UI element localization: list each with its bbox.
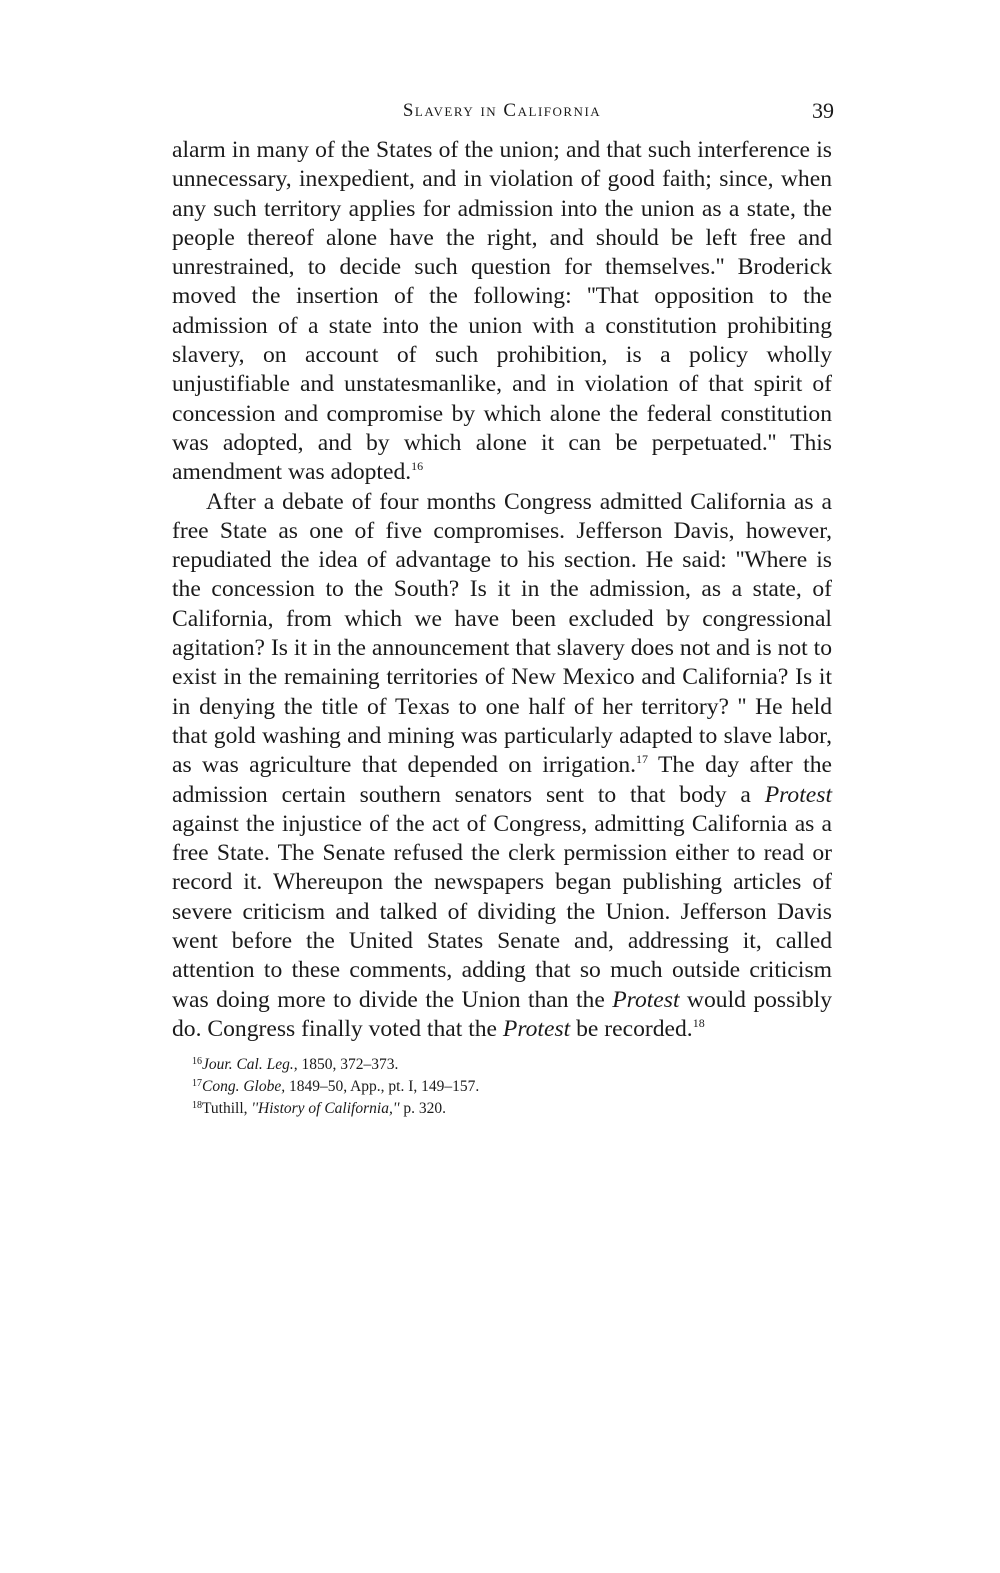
- paragraph-2-text-b: The day after the admission certain southern senators sent to that body a: [172, 752, 833, 808]
- paragraph-2: [172, 488, 832, 1045]
- protest-italic-3: Protest: [502, 1015, 571, 1042]
- footnote-number: 18: [192, 1100, 202, 1112]
- footnote-18: [192, 1098, 832, 1120]
- footnote-ref-17: 17: [636, 752, 649, 767]
- footnote-detail: 1849–50, App., pt. I, 149–157.: [285, 1078, 480, 1096]
- footnote-source: Jour. Cal. Leg.,: [202, 1056, 298, 1074]
- footnote-source: Cong. Globe,: [202, 1078, 286, 1096]
- footnote-ref-16: 16: [411, 459, 424, 474]
- paragraph-2-text-c: against the injustice of the act of Congress, admitting California as a free State. The Senate refused the clerk permission either to read or record it. Whereupon the newspapers began publishing articles of severe criticism and talked of dividing the Union. Jefferson Davis went before the United States Senate and, addressing it, called attention to these comments, adding that so much outside criticism was doing more to divide the Union than the: [172, 810, 832, 1013]
- paragraph-2-text-d: would possibly do. Congress finally voted that the: [172, 986, 832, 1042]
- running-header: [172, 96, 832, 136]
- page-number: 39: [812, 98, 834, 123]
- body-text: [172, 136, 832, 1044]
- paragraph-1: [172, 136, 832, 488]
- footnote-17: [192, 1076, 832, 1098]
- protest-italic-1: Protest: [764, 781, 832, 808]
- footnote-source: ''History of California,'': [251, 1100, 400, 1118]
- paragraph-1-text: alarm in many of the States of the union; and that such interference is unnecessary, inexpedient, and in violation of good faith; since, when any such territory applies for admission into the union as a state, the people thereof alone have the right, and should be left free and unrestrained, to decide such question for themselves.'' Broderick moved the insertion of the following: ''That opposition to the admission of a state into the union with a constitution prohibiting slavery, on account of such prohibition, is a policy wholly unjustifiable and unstatesmanlike, and in violation of that spirit of concession and compromise by which alone the federal constitution was adopted, and by which alone it can be perpetuated.'' This amendment was adopted.: [172, 137, 832, 486]
- paragraph-2-text-e: be recorded.: [570, 1015, 693, 1042]
- footnote-author: Tuthill,: [202, 1100, 252, 1118]
- footnote-number: 16: [192, 1056, 202, 1068]
- paragraph-2-text-a: After a debate of four months Congress admitted California as a free State as one of five compromises. Jefferson Davis, however, repudiated the idea of advantage to his section. He said: ''Where is the concession to the South? Is it in the admission, as a state, of California, from which we have been excluded by congressional agitation? Is it in the announcement that slavery does not and is not to exist in the remaining territories of New Mexico and California? Is it in denying the title of Texas to one half of her territory? '' He held that gold washing and mining was particularly adapted to slave labor, as was agriculture that depended on irrigation.: [172, 488, 832, 779]
- footnote-detail: 1850, 372–373.: [297, 1056, 399, 1074]
- running-title: Slavery in California: [402, 100, 602, 121]
- protest-italic-2: Protest: [612, 986, 680, 1013]
- footnote-number: 17: [192, 1078, 202, 1090]
- footnotes: [172, 1054, 832, 1120]
- footnote-16: [192, 1054, 832, 1076]
- book-page: [172, 96, 832, 1120]
- footnote-detail: p. 320.: [399, 1100, 446, 1118]
- footnote-ref-18: 18: [692, 1015, 705, 1030]
